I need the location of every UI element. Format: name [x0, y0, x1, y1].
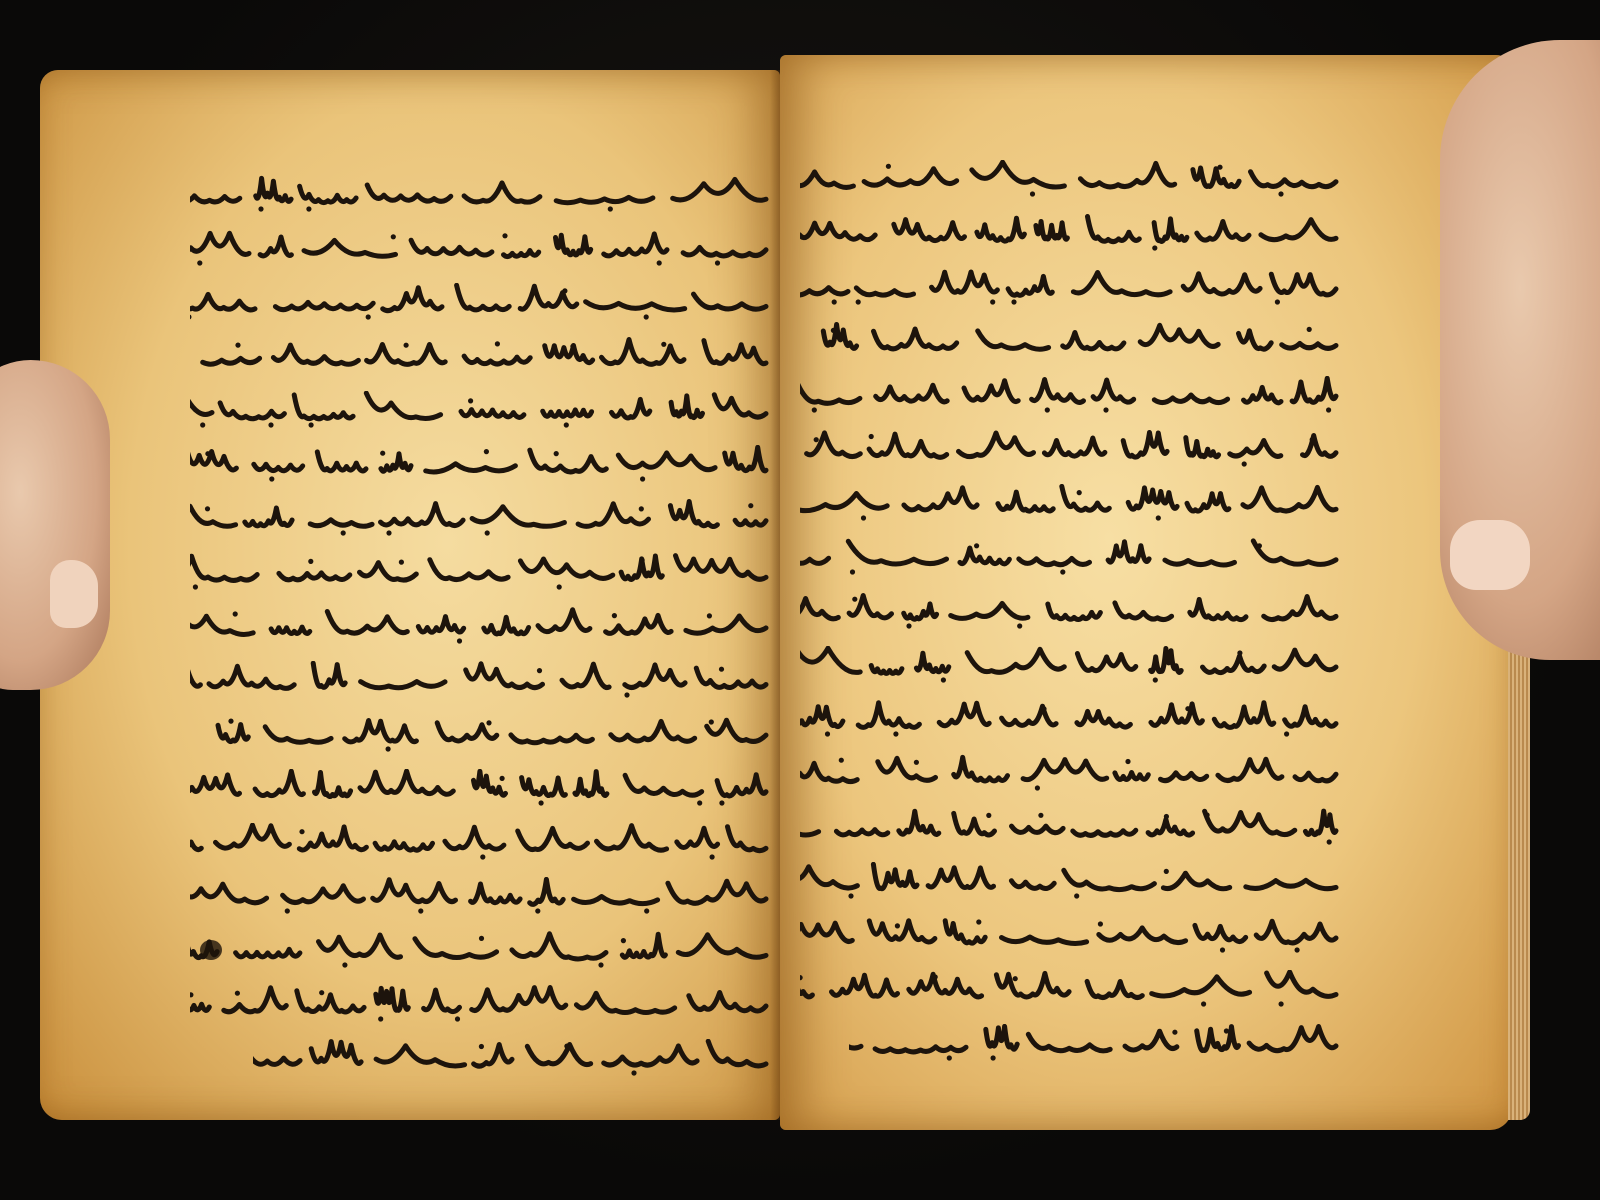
manuscript-line [190, 877, 770, 915]
right-manuscript-page [780, 55, 1512, 1130]
manuscript-line [253, 1039, 770, 1077]
right-thumbnail [1450, 520, 1530, 590]
manuscript-line [190, 391, 770, 429]
manuscript-line [190, 553, 770, 591]
manuscript-line [800, 970, 1340, 1008]
manuscript-line [800, 700, 1340, 738]
manuscript-line [190, 769, 770, 807]
left-thumbnail [50, 560, 98, 628]
manuscript-line [800, 862, 1340, 900]
manuscript-line [190, 445, 770, 483]
ink-smudge [200, 940, 222, 960]
manuscript-line [190, 337, 770, 375]
manuscript-line [800, 754, 1340, 792]
manuscript-line [800, 646, 1340, 684]
manuscript-line [190, 607, 770, 645]
manuscript-line [800, 214, 1340, 252]
manuscript-line [800, 376, 1340, 414]
manuscript-line [800, 268, 1340, 306]
manuscript-line [800, 538, 1340, 576]
manuscript-line [190, 823, 770, 861]
left-manuscript-page [40, 70, 780, 1120]
manuscript-line [800, 592, 1340, 630]
manuscript-line [800, 430, 1340, 468]
manuscript-line [800, 808, 1340, 846]
manuscript-line [800, 160, 1340, 198]
manuscript-line [190, 985, 770, 1023]
manuscript-line [190, 661, 770, 699]
manuscript-line [190, 715, 770, 753]
left-hand-thumb [0, 360, 110, 690]
manuscript-line [190, 175, 770, 213]
manuscript-line [800, 916, 1340, 954]
manuscript-line [190, 229, 770, 267]
manuscript-line [800, 322, 1340, 360]
manuscript-line [190, 283, 770, 321]
manuscript-line [800, 484, 1340, 522]
manuscript-line [849, 1024, 1340, 1062]
manuscript-line [190, 499, 770, 537]
manuscript-line [190, 931, 770, 969]
